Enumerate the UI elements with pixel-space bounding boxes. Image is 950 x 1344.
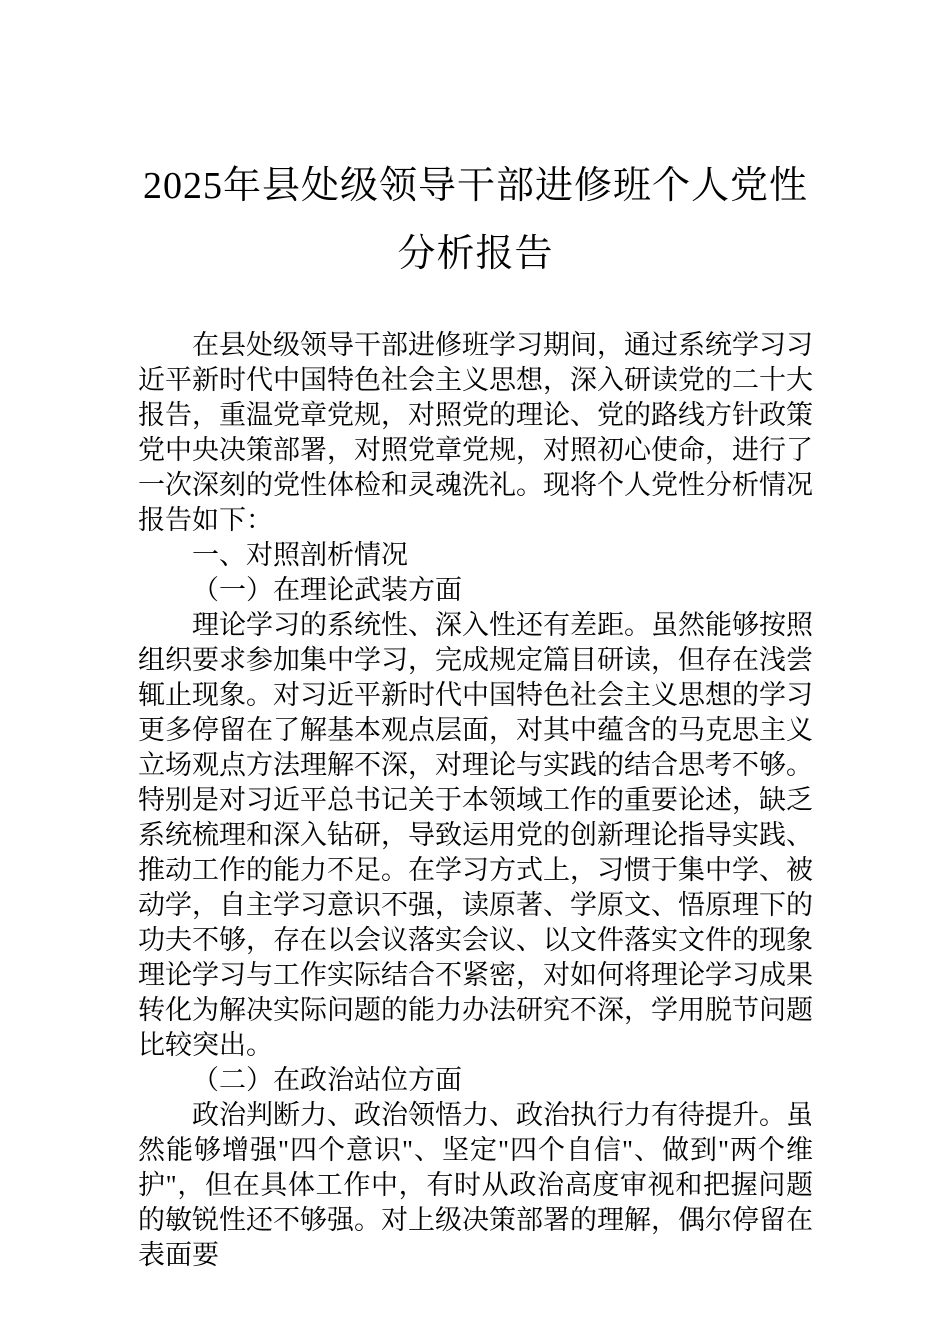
subheading: （一）在理论武装方面 (192, 575, 462, 605)
document-title: 2025年县处级领导干部进修班个人党性分析报告 (142, 165, 808, 275)
document-body (138, 328, 813, 1273)
paragraph: 政治判断力、政治领悟力、政治执行力有待提升。虽然能够增强"四个意识"、坚定"四个自信"、做到"两个维护"，但在具体工作中，有时从政治高度审视和把握问题的敏锐性还不够强。对上级决策部署的理解，偶尔停留在表面要 (138, 1100, 813, 1270)
paragraph: 在县处级领导干部进修班学习期间，通过系统学习习近平新时代中国特色社会主义思想，深入研读党的二十大报告，重温党章党规，对照党的理论、党的路线方针政策党中央决策部署，对照党章党规，对照初心使命，进行了一次深刻的党性体检和灵魂洗礼。现将个人党性分析情况报告如下： (138, 330, 813, 535)
heading: 一、对照剖析情况 (192, 540, 408, 570)
subheading: （二）在政治站位方面 (192, 1065, 462, 1095)
paragraph: 理论学习的系统性、深入性还有差距。虽然能够按照组织要求参加集中学习，完成规定篇目研读，但存在浅尝辄止现象。对习近平新时代中国特色社会主义思想的学习更多停留在了解基本观点层面，对其中蕴含的马克思主义立场观点方法理解不深，对理论与实践的结合思考不够。特别是对习近平总书记关于本领域工作的重要论述，缺乏系统梳理和深入钻研，导致运用党的创新理论指导实践、推动工作的能力不足。在学习方式上，习惯于集中学、被动学，自主学习意识不强，读原著、学原文、悟原理下的功夫不够，存在以会议落实会议、以文件落实文件的现象理论学习与工作实际结合不紧密，对如何将理论学习成果转化为解决实际问题的能力办法研究不深，学用脱节问题比较突出。 (138, 610, 813, 1060)
